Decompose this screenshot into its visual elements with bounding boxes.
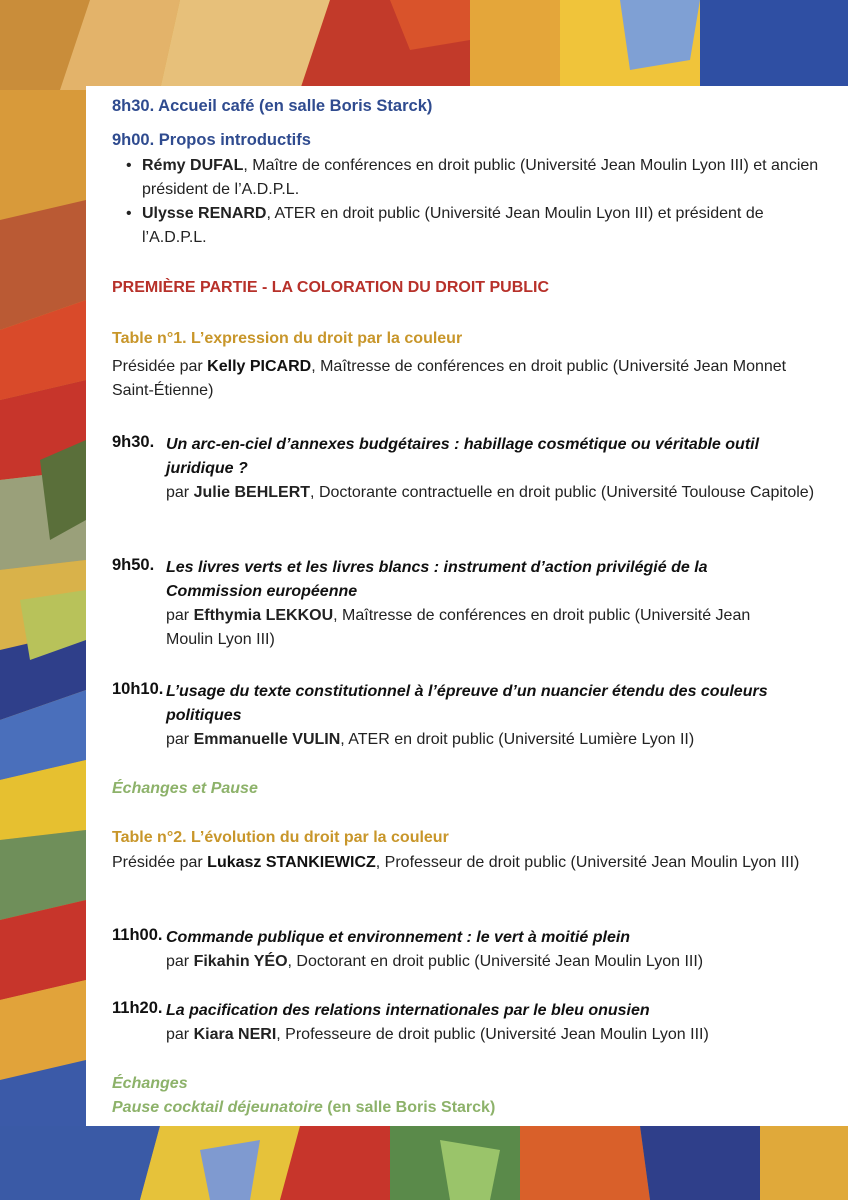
talk-by-prefix: par [166, 607, 194, 624]
chair-prefix: Présidée par [112, 854, 208, 871]
lunch-label: Pause cocktail déjeunatoire [112, 1099, 323, 1116]
break-label: Échanges et Pause [112, 780, 258, 797]
speaker-details: , Professeure de droit public (Université Jean Moulin Lyon III) [276, 1026, 709, 1043]
chair-details: , Maîtresse de conférences en droit public (Université Jean Monnet Saint-Étienne) [112, 358, 787, 399]
table1-chair [112, 355, 812, 403]
talk-title: La pacification des relations internationales par le bleu onusien [166, 1002, 650, 1019]
chair-details: , Professeur de droit public (Université Jean Moulin Lyon III) [375, 854, 800, 871]
welcome-line: 8h30. Accueil café (en salle Boris Starck) [112, 97, 433, 115]
talk-speaker [166, 1023, 820, 1047]
speaker-details: , Maîtresse de conférences en droit public (Université Jean Moulin Lyon III) [166, 607, 751, 648]
talk-time: 11h20. [112, 999, 163, 1017]
speaker-name: Efthymia LEKKOU [193, 607, 334, 624]
intro-speaker-list [112, 154, 822, 250]
speaker-name: Ulysse RENARD [142, 205, 267, 222]
chair-name: Kelly PICARD [207, 358, 312, 375]
speaker-details: , Maître de conférences en droit public (Université Jean Moulin Lyon III) et ancien président de l’A.D.P.L. [142, 157, 819, 198]
talk-title: L’usage du texte constitutionnel à l’épreuve d’un nuancier étendu des couleurs politiques [166, 683, 768, 724]
closing-exchanges: Échanges [112, 1075, 188, 1092]
talk-by-prefix: par [166, 1026, 194, 1043]
speaker-name: Julie BEHLERT [193, 484, 311, 501]
talk-title: Les livres verts et les livres blancs : instrument d’action privilégié de la Commission européenne [166, 559, 708, 600]
speaker-name: Emmanuelle VULIN [193, 731, 341, 748]
intro-speaker-item [112, 202, 822, 250]
table2-chair [112, 851, 812, 875]
talk-by-prefix: par [166, 484, 194, 501]
closing-lunch [112, 1099, 824, 1117]
talk-title: Commande publique et environnement : le vert à moitié plein [166, 929, 631, 946]
talk-by-prefix: par [166, 953, 194, 970]
speaker-name: Fikahin YÉO [193, 953, 288, 970]
chair-prefix: Présidée par [112, 358, 208, 375]
chair-name: Lukasz STANKIEWICZ [207, 854, 376, 871]
talk-speaker [166, 481, 820, 505]
intro-speaker-item [112, 154, 822, 202]
talk-speaker [166, 604, 766, 652]
talk-title: Un arc-en-ciel d’annexes budgétaires : habillage cosmétique ou véritable outil juridique ? [166, 436, 760, 477]
talk-speaker [166, 950, 820, 974]
speaker-details: , ATER en droit public (Université Jean Moulin Lyon III) et président de l’A.D.P.L. [142, 205, 764, 246]
talk-speaker [166, 728, 820, 752]
lunch-place: (en salle Boris Starck) [322, 1099, 496, 1116]
speaker-details: , Doctorante contractuelle en droit public (Université Toulouse Capitole) [310, 484, 815, 501]
bullet-icon: • [126, 205, 132, 222]
talk-time: 10h10. [112, 680, 164, 698]
part-title: PREMIÈRE PARTIE - LA COLORATION DU DROIT PUBLIC [112, 279, 550, 296]
speaker-details: , ATER en droit public (Université Lumière Lyon II) [340, 731, 695, 748]
table1-title: Table n°1. L’expression du droit par la couleur [112, 330, 463, 347]
speaker-details: , Doctorant en droit public (Université Jean Moulin Lyon III) [287, 953, 704, 970]
talk-time: 11h00. [112, 926, 163, 944]
table2-title: Table n°2. L’évolution du droit par la couleur [112, 829, 449, 846]
intro-heading: 9h00. Propos introductifs [112, 131, 311, 149]
talk-time: 9h30. [112, 433, 155, 451]
bullet-icon: • [126, 157, 132, 174]
talk-by-prefix: par [166, 731, 194, 748]
speaker-name: Rémy DUFAL [142, 157, 244, 174]
speaker-name: Kiara NERI [193, 1026, 277, 1043]
talk-time: 9h50. [112, 556, 155, 574]
